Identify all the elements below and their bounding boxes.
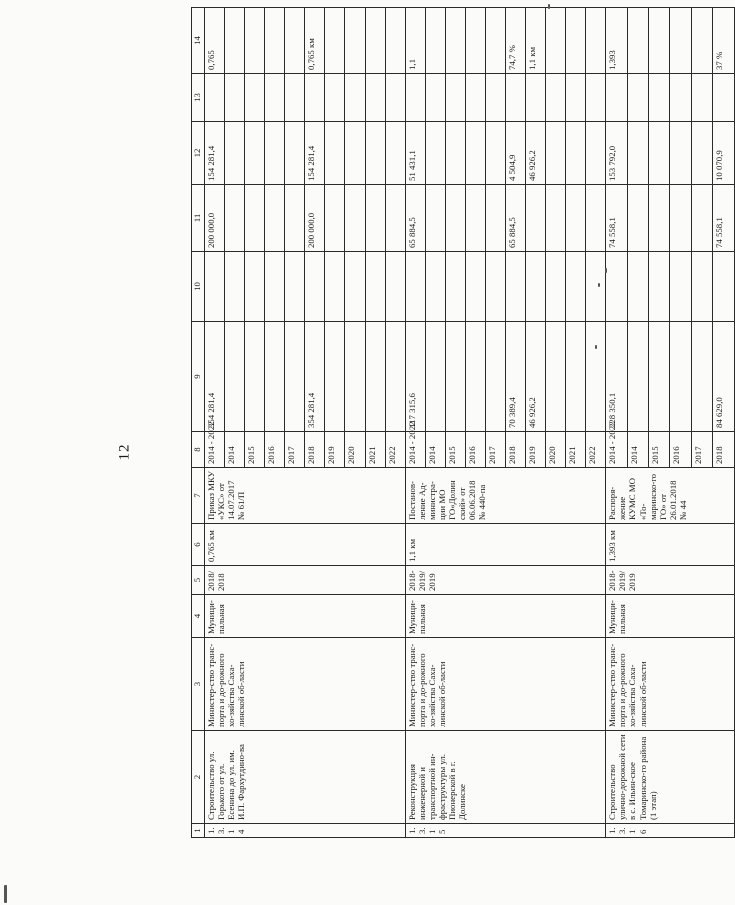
column-number-header: 4 [192,595,205,638]
value-cell [245,252,265,322]
value-cell [425,252,445,322]
value-cell: 117 315,6 [405,322,425,432]
value-cell [265,8,285,74]
value-cell [566,74,586,122]
value-cell: 74 558,1 [606,185,627,252]
value-cell [691,322,712,432]
construction-period: 2018/ 2018 [205,566,406,595]
value-cell: 84 629,0 [713,322,735,432]
value-cell [205,74,225,122]
column-number-header: 11 [192,185,205,252]
value-cell [546,185,566,252]
column-number-header: 3 [192,638,205,731]
value-cell [691,122,712,185]
construction-period: 2018-2019/ 2019 [606,566,735,595]
scan-mark [595,345,597,349]
value-cell [627,74,648,122]
construction-period: 2018-2019/ 2019 [405,566,606,595]
column-number-header: 9 [192,322,205,432]
value-cell [445,252,465,322]
value-cell [691,252,712,322]
value-cell [325,8,345,74]
value-cell [285,74,305,122]
value-cell: 74,7 % [505,8,525,74]
year-cell: 2018 [305,432,325,468]
column-number-header: 12 [192,122,205,185]
value-cell [345,122,365,185]
year-cell: 2015 [649,432,670,468]
value-cell [445,322,465,432]
value-cell [265,122,285,185]
value-cell [566,122,586,185]
scan-mark [548,4,550,9]
value-cell [649,252,670,322]
value-cell [265,252,285,322]
year-cell: 2014 - 2022 [405,432,425,468]
value-cell [225,122,245,185]
value-cell: 1,1 км [526,8,546,74]
year-cell: 2017 [285,432,305,468]
year-cell: 2017 [485,432,505,468]
value-cell [586,185,606,252]
value-cell [285,8,305,74]
value-cell [345,8,365,74]
value-cell [485,122,505,185]
year-cell: 2017 [691,432,712,468]
value-cell [385,322,405,432]
year-cell: 2016 [670,432,691,468]
year-cell: 2018 [713,432,735,468]
value-cell [365,8,385,74]
value-cell [325,185,345,252]
value-cell [505,74,525,122]
value-cell [365,122,385,185]
value-cell [627,252,648,322]
value-cell [345,252,365,322]
value-cell [325,122,345,185]
object-name: Реконструкция инженерной и транспортной ин-фраструктуры ул. Пионерской в г. Долинске [405,731,606,824]
column-number-header: 10 [192,252,205,322]
value-cell [691,74,712,122]
value-cell [526,74,546,122]
value-cell [285,252,305,322]
value-cell [485,322,505,432]
value-cell [365,322,385,432]
value-cell: 1,1 [405,8,425,74]
table-row [205,8,225,838]
value-cell [365,252,385,322]
value-cell [225,252,245,322]
value-cell [691,8,712,74]
year-cell: 2014 - 2022 [606,432,627,468]
value-cell: 74 558,1 [713,185,735,252]
ownership-form: Муници-пальная [405,595,606,638]
year-cell: 2022 [385,432,405,468]
row-number: 1. 3. 1 6 [606,824,735,838]
year-cell: 2016 [265,432,285,468]
value-cell [546,252,566,322]
value-cell [245,185,265,252]
value-cell [713,74,735,122]
ownership-form: Муници-пальная [606,595,735,638]
value-cell [649,185,670,252]
value-cell: 0,765 км [305,8,325,74]
year-cell: 2014 [425,432,445,468]
value-cell [225,185,245,252]
value-cell [670,122,691,185]
value-cell [546,8,566,74]
value-cell [465,8,485,74]
value-cell [670,8,691,74]
column-number-header: 14 [192,8,205,74]
approval-document: Постанов-ление Ад-министра-ции МО ГО«Долин ский» от 06.06.2018 № 440-па [405,468,606,524]
value-cell [546,122,566,185]
value-cell [405,252,425,322]
value-cell: 46 926,2 [526,122,546,185]
value-cell: 354 281,4 [205,322,225,432]
value-cell [485,8,505,74]
value-cell [425,8,445,74]
value-cell [265,74,285,122]
year-cell: 2022 [586,432,606,468]
value-cell: 37 % [713,8,735,74]
value-cell [505,252,525,322]
value-cell [586,322,606,432]
value-cell [405,74,425,122]
value-cell [325,74,345,122]
column-number-header: 5 [192,566,205,595]
value-cell [345,74,365,122]
value-cell [425,74,445,122]
value-cell [205,252,225,322]
customer-name: Министер-ство транс-порта и до-рожного хо-зяйства Саха-линской об-ласти [405,638,606,731]
capacity-value: 1,1 км [405,524,606,566]
column-number-header: 8 [192,432,205,468]
value-cell [485,252,505,322]
value-cell [670,74,691,122]
value-cell [566,322,586,432]
value-cell [245,74,265,122]
value-cell [465,122,485,185]
scan-mark [605,268,607,273]
year-cell: 2015 [245,432,265,468]
value-cell [245,8,265,74]
value-cell [425,185,445,252]
table-row [606,8,627,838]
value-cell [465,185,485,252]
value-cell [627,322,648,432]
value-cell [245,122,265,185]
value-cell [606,252,627,322]
value-cell [305,252,325,322]
year-cell: 2020 [345,432,365,468]
value-cell [670,252,691,322]
value-cell [566,8,586,74]
column-number-header: 2 [192,731,205,824]
value-cell [546,74,566,122]
value-cell [305,74,325,122]
value-cell [245,322,265,432]
value-cell [649,8,670,74]
value-cell [385,185,405,252]
value-cell: 4 504,9 [505,122,525,185]
year-cell: 2015 [445,432,465,468]
capacity-value: 1,393 км [606,524,735,566]
value-cell: 200 000,0 [205,185,225,252]
value-cell [445,74,465,122]
value-cell [649,322,670,432]
value-cell: 154 281,4 [205,122,225,185]
value-cell: 65 884,5 [505,185,525,252]
approval-document: Приказ МКУ «УКС» от 14.07.2017 № 61/П [205,468,406,524]
value-cell [649,122,670,185]
value-cell [285,185,305,252]
object-name: Строительство ул. Горького от ул. Есенина до ул. им. И.П. Фархутдино-ва [205,731,406,824]
value-cell [425,122,445,185]
page-number: 12 [116,443,133,461]
value-cell [365,185,385,252]
value-cell: 200 000,0 [305,185,325,252]
value-cell: 10 070,9 [713,122,735,185]
value-cell [485,74,505,122]
row-number: 1. 3. 1 5 [405,824,606,838]
value-cell: 51 431,1 [405,122,425,185]
value-cell [425,322,445,432]
value-cell [691,185,712,252]
column-number-header: 7 [192,468,205,524]
value-cell [670,322,691,432]
value-cell [546,322,566,432]
year-cell: 2014 - 2022 [205,432,225,468]
value-cell [526,252,546,322]
value-cell [465,252,485,322]
value-cell [445,122,465,185]
value-cell: 65 884,5 [405,185,425,252]
value-cell [586,74,606,122]
value-cell [649,74,670,122]
year-cell: 2021 [566,432,586,468]
value-cell [225,322,245,432]
year-cell: 2021 [365,432,385,468]
investment-objects-table [191,7,735,838]
year-cell: 2020 [546,432,566,468]
document-table-rotated [191,8,735,838]
customer-name: Министер-ство транс-порта и до-рожного хо-зяйства Саха-линской об-ласти [205,638,406,731]
row-number: 1. 3. 1 4 [205,824,406,838]
value-cell [265,322,285,432]
header-row [192,8,205,838]
value-cell [385,74,405,122]
year-cell: 2014 [225,432,245,468]
value-cell: 154 281,4 [305,122,325,185]
value-cell [285,322,305,432]
value-cell [285,122,305,185]
value-cell: 228 350,1 [606,322,627,432]
year-cell: 2014 [627,432,648,468]
value-cell [586,252,606,322]
approval-document: Распоря-жение КУМС МО «То-маринско-го ГО» от 26.01.2018 № 44 [606,468,735,524]
value-cell [345,322,365,432]
value-cell [325,322,345,432]
value-cell [713,252,735,322]
value-cell [566,252,586,322]
value-cell [586,122,606,185]
value-cell [627,8,648,74]
customer-name: Министер-ство транс-порта и до-рожного хо-зяйства Саха-линской об-ласти [606,638,735,731]
value-cell [265,185,285,252]
value-cell: 0,765 [205,8,225,74]
year-cell: 2019 [325,432,345,468]
value-cell [465,322,485,432]
value-cell [485,185,505,252]
value-cell [606,74,627,122]
ownership-form: Муници-пальная [205,595,406,638]
value-cell: 1,393 [606,8,627,74]
value-cell [445,185,465,252]
value-cell: 70 389,4 [505,322,525,432]
value-cell [465,74,485,122]
capacity-value: 0,765 км [205,524,406,566]
table-row [405,8,425,838]
value-cell: 354 281,4 [305,322,325,432]
value-cell [385,8,405,74]
value-cell [566,185,586,252]
scan-mark [598,283,600,287]
column-number-header: 6 [192,524,205,566]
value-cell: 153 792,0 [606,122,627,185]
value-cell [670,185,691,252]
value-cell [365,74,385,122]
year-cell: 2019 [526,432,546,468]
value-cell [445,8,465,74]
value-cell [586,8,606,74]
value-cell [385,122,405,185]
value-cell [345,185,365,252]
value-cell [225,8,245,74]
value-cell [627,185,648,252]
scan-mark [4,885,7,903]
object-name: Строительство улично-дорожной сети в с. Ильин-ское Томаринско-го района (1 этап) [606,731,735,824]
value-cell [526,185,546,252]
value-cell [385,252,405,322]
value-cell [325,252,345,322]
column-number-header: 1 [192,824,205,838]
value-cell [225,74,245,122]
year-cell: 2018 [505,432,525,468]
table-body [192,8,735,838]
value-cell: 46 926,2 [526,322,546,432]
year-cell: 2016 [465,432,485,468]
column-number-header: 13 [192,74,205,122]
value-cell [627,122,648,185]
